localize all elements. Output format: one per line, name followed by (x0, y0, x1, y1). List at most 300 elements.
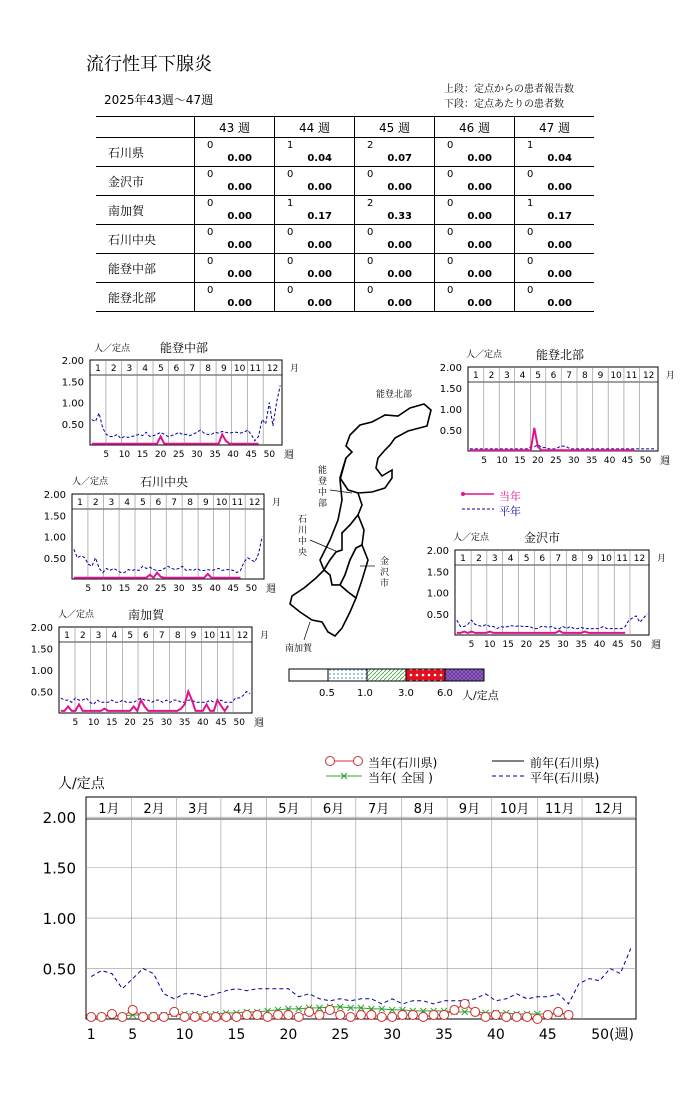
table-header-week: 47 週 (515, 117, 595, 138)
month-tick-label: 6 (142, 631, 149, 641)
x-tick-label: 45 (227, 584, 239, 594)
main-x-tick-label: 20 (279, 1027, 298, 1043)
y-tick-label: 0.50 (30, 687, 53, 699)
series-line-current (74, 573, 241, 578)
series-line-normal (61, 692, 250, 705)
report-count: 0 (527, 285, 534, 296)
month-tick-label: 11 (625, 371, 638, 381)
map-noto-hokubu (340, 404, 431, 493)
report-count: 0 (207, 140, 214, 151)
main-y-tick-label: 1.00 (42, 910, 76, 929)
main-month-label: 5月 (278, 802, 300, 817)
x-tick-label: 40 (603, 456, 616, 466)
x-unit-label: 週 (266, 584, 276, 595)
month-tick-label: 8 (582, 371, 588, 381)
per-sentinel-rate: 0.00 (307, 298, 332, 309)
month-tick-label: 7 (171, 498, 178, 508)
chart-title: 石川中央 (140, 475, 189, 489)
y-tick-label: 1.00 (30, 666, 53, 677)
series-line-current (61, 692, 229, 711)
x-tick-label: 30 (191, 450, 203, 460)
report-count: 1 (527, 198, 534, 209)
y-tick-label: 0.50 (61, 419, 84, 431)
note-upper: 上段：定点からの患者報告数 (444, 84, 574, 95)
x-tick-label: 30 (160, 718, 173, 728)
y-tick-label: 1.00 (439, 405, 462, 416)
main-y-axis-label: 人/定点 (58, 776, 105, 792)
x-tick-label: 40 (197, 718, 209, 728)
current-marker (242, 1010, 251, 1019)
report-count: 1 (287, 198, 294, 209)
map-label-minamikaga: 南加賀 (285, 644, 313, 654)
x-tick-label: 20 (124, 718, 136, 728)
month-tick-label: 2 (476, 554, 482, 564)
month-tick-label: 1 (77, 498, 83, 508)
month-tick-label: 12 (266, 364, 279, 374)
month-tick-label: 11 (231, 498, 244, 508)
month-tick-label: 10 (610, 371, 622, 381)
main-x-tick-label: 15 (227, 1027, 246, 1043)
x-tick-label: 10 (118, 450, 131, 460)
x-tick-label: 15 (118, 584, 131, 594)
legend-main-current-marker (326, 757, 335, 766)
map-label-ishikawa-chuo: 石川中央 (298, 515, 308, 558)
per-sentinel-rate: 0.00 (227, 298, 252, 309)
current-marker (564, 1010, 573, 1019)
main-y-tick-label: 0.50 (42, 960, 76, 979)
current-marker (367, 1010, 376, 1019)
x-tick-label: 25 (538, 640, 551, 650)
month-tick-label: 5 (523, 554, 530, 564)
series-line-current (457, 631, 625, 633)
y-tick-label: 0.50 (426, 609, 449, 621)
x-tick-label: 40 (593, 640, 606, 650)
map-label-kanazawa: 金沢市 (380, 557, 390, 589)
current-marker (336, 1010, 345, 1019)
per-sentinel-rate: 0.00 (547, 269, 572, 280)
month-tick-label: 1 (64, 631, 70, 641)
x-tick-label: 50 (245, 584, 258, 594)
current-marker (128, 1005, 137, 1014)
y-tick-label: 2.00 (426, 546, 449, 557)
current-marker (471, 1007, 480, 1016)
month-tick-label: 6 (173, 364, 180, 374)
x-tick-label: 45 (621, 456, 634, 466)
per-sentinel-rate: 0.00 (467, 240, 492, 251)
x-tick-label: 45 (215, 718, 227, 728)
report-count: 0 (447, 256, 454, 267)
y-tick-label: 2.00 (30, 623, 53, 634)
per-sentinel-rate: 0.07 (387, 153, 412, 164)
report-count: 0 (447, 169, 454, 180)
period-label: 2025年43週〜47週 (104, 93, 214, 107)
month-tick-label: 10 (600, 554, 612, 564)
table-header-week: 44 週 (275, 117, 355, 138)
report-count: 1 (287, 140, 294, 151)
current-marker (87, 1012, 96, 1021)
month-tick-label: 10 (233, 364, 246, 374)
per-sentinel-rate: 0.00 (387, 298, 412, 309)
legend-normal-label: 平年 (499, 505, 521, 518)
current-marker (543, 1010, 552, 1019)
legend-previous: 前年(石川県) (530, 756, 600, 770)
x-unit-label: 週 (651, 640, 661, 651)
main-x-tick-label: 30 (383, 1027, 402, 1043)
x-tick-label: 5 (468, 640, 475, 650)
month-tick-label: 11 (219, 631, 231, 641)
per-sentinel-rate: 0.00 (387, 182, 412, 193)
per-sentinel-rate: 0.04 (307, 153, 332, 164)
scale-swatch (406, 669, 445, 681)
series-line-normal (470, 445, 656, 449)
y-axis-label: 人／定点 (94, 344, 131, 354)
main-month-label: 8月 (413, 802, 435, 817)
current-marker (460, 999, 469, 1008)
x-tick-label: 10 (484, 640, 496, 650)
report-count: 0 (527, 169, 534, 180)
month-tick-label: 6 (155, 498, 162, 508)
y-tick-label: 2.00 (61, 356, 84, 367)
report-count: 0 (367, 169, 374, 180)
x-tick-label: 25 (550, 456, 562, 466)
y-axis-label: 人／定点 (453, 533, 490, 543)
per-sentinel-rate: 0.00 (387, 240, 412, 251)
x-tick-label: 20 (520, 640, 533, 650)
main-month-label: 9月 (458, 802, 481, 817)
current-marker (263, 1012, 272, 1021)
x-tick-label: 10 (496, 456, 508, 466)
chart-title: 能登北部 (536, 348, 585, 362)
current-marker (377, 1012, 386, 1021)
month-tick-label: 1 (473, 371, 479, 381)
x-tick-label: 15 (106, 718, 118, 728)
month-tick-label: 2 (488, 371, 495, 381)
current-marker (170, 1007, 179, 1016)
x-tick-label: 30 (173, 584, 185, 594)
main-x-tick-label: 5 (128, 1027, 138, 1043)
scale-unit: 人/定点 (462, 689, 499, 702)
main-x-tick-label: 40 (486, 1027, 505, 1043)
region-name: 石川中央 (96, 225, 195, 254)
per-sentinel-rate: 0.00 (547, 182, 572, 193)
report-count: 0 (367, 285, 374, 296)
x-tick-label: 50 (263, 450, 276, 460)
month-tick-label: 8 (205, 364, 211, 374)
month-tick-label: 3 (108, 498, 115, 508)
main-month-label: 3月 (187, 802, 210, 817)
main-x-tick-label: 35 (435, 1027, 453, 1043)
main-x-tick-label: 45 (538, 1027, 557, 1043)
y-tick-label: 2.00 (43, 490, 66, 501)
main-y-tick-label: 1.50 (42, 859, 76, 878)
month-tick-label: 9 (587, 554, 594, 564)
month-tick-label: 5 (157, 364, 164, 374)
y-axis-label: 人／定点 (58, 610, 95, 620)
x-tick-label: 35 (191, 584, 203, 594)
month-tick-label: 4 (111, 631, 118, 641)
x-tick-label: 35 (209, 450, 221, 460)
y-tick-label: 1.00 (43, 532, 66, 544)
region-name: 金沢市 (96, 167, 195, 196)
note-lower: 下段：定点あたりの患者数 (444, 99, 564, 110)
month-tick-label: 1 (460, 554, 466, 564)
month-tick-label: 7 (158, 631, 165, 641)
region-name: 能登北部 (96, 283, 195, 312)
month-tick-label: 4 (519, 371, 526, 381)
current-marker (450, 1005, 459, 1014)
month-tick-label: 5 (127, 631, 134, 641)
main-month-label: 6月 (322, 802, 345, 817)
x-tick-label: 25 (142, 718, 154, 728)
main-x-unit-label: 50(週) (591, 1027, 634, 1043)
table-header-week: 45 週 (355, 117, 435, 138)
x-tick-label: 20 (532, 456, 544, 466)
current-marker (491, 1010, 500, 1019)
main-series-normal (91, 948, 631, 1004)
main-month-label: 4月 (233, 802, 255, 817)
month-tick-label: 7 (566, 371, 572, 381)
month-tick-label: 3 (504, 371, 510, 381)
x-unit-label: 週 (660, 456, 670, 467)
per-sentinel-rate: 0.00 (467, 269, 492, 280)
x-tick-label: 35 (178, 718, 191, 728)
series-line-current (470, 428, 635, 450)
legend-main-current-marker (354, 757, 363, 766)
current-marker (325, 1005, 334, 1014)
current-marker (159, 1012, 168, 1021)
report-count: 0 (447, 227, 454, 238)
current-marker (388, 1012, 397, 1021)
series-line-normal (457, 614, 647, 629)
month-unit-label: 月 (666, 371, 676, 381)
main-y-tick-label: 2.00 (42, 809, 76, 828)
current-marker (533, 1015, 542, 1024)
y-tick-label: 1.50 (426, 567, 449, 579)
month-tick-label: 10 (203, 631, 216, 641)
report-count: 0 (527, 227, 534, 238)
report-count: 0 (367, 227, 374, 238)
per-sentinel-rate: 0.00 (227, 153, 252, 164)
y-tick-label: 1.50 (30, 644, 53, 656)
per-sentinel-rate: 0.00 (307, 182, 332, 193)
y-tick-label: 0.50 (439, 426, 462, 437)
per-sentinel-rate: 0.33 (387, 211, 412, 222)
x-tick-label: 5 (72, 718, 79, 728)
report-count: 0 (207, 169, 214, 180)
y-tick-label: 0.50 (43, 553, 66, 565)
month-tick-label: 6 (539, 554, 546, 564)
x-tick-label: 10 (87, 718, 100, 728)
per-sentinel-rate: 0.00 (467, 182, 492, 193)
main-x-tick-label: 25 (331, 1027, 350, 1043)
current-marker (97, 1012, 106, 1021)
current-marker (346, 1012, 355, 1021)
per-sentinel-rate: 0.00 (547, 240, 572, 251)
legend-current-marker (461, 492, 465, 496)
month-unit-label: 月 (260, 631, 270, 641)
x-tick-label: 30 (557, 640, 569, 650)
current-marker (419, 1012, 428, 1021)
month-tick-label: 5 (535, 371, 541, 381)
current-marker (253, 1010, 262, 1019)
month-tick-label: 12 (248, 498, 261, 508)
scale-label: 3.0 (398, 688, 414, 699)
month-tick-label: 2 (92, 498, 99, 508)
current-marker (180, 1012, 189, 1021)
per-sentinel-rate: 0.00 (227, 240, 252, 251)
report-count: 0 (287, 227, 294, 238)
current-marker (149, 1012, 158, 1021)
page-title: 流行性耳下腺炎 (86, 54, 212, 75)
report-count: 0 (207, 285, 214, 296)
month-tick-label: 12 (642, 371, 655, 381)
month-tick-label: 11 (249, 364, 262, 374)
main-month-label: 1月 (98, 802, 120, 817)
scale-swatch (445, 669, 484, 681)
legend-current-label: 当年 (499, 490, 521, 503)
month-tick-label: 4 (142, 364, 148, 374)
legend-normal: 平年(石川県) (530, 771, 600, 785)
month-tick-label: 7 (555, 554, 562, 564)
month-tick-label: 1 (95, 364, 101, 374)
x-tick-label: 35 (575, 640, 588, 650)
x-unit-label: 週 (254, 718, 264, 729)
current-marker (222, 1012, 231, 1021)
y-tick-label: 1.00 (61, 398, 84, 410)
per-sentinel-rate: 0.00 (307, 269, 332, 280)
x-tick-label: 25 (173, 450, 185, 460)
month-tick-label: 3 (95, 631, 102, 641)
report-count: 2 (367, 198, 374, 209)
current-marker (512, 1012, 521, 1021)
per-sentinel-rate: 0.00 (227, 269, 252, 280)
x-tick-label: 5 (85, 584, 92, 594)
current-marker (502, 1012, 511, 1021)
current-marker (284, 1010, 293, 1019)
x-tick-label: 40 (227, 450, 239, 460)
current-marker (440, 1010, 449, 1019)
current-marker (139, 1012, 148, 1021)
month-tick-label: 10 (215, 498, 228, 508)
month-tick-label: 3 (126, 364, 133, 374)
current-marker (357, 1010, 366, 1019)
scale-swatch (367, 669, 406, 681)
report-count: 0 (447, 285, 454, 296)
x-tick-label: 5 (481, 456, 487, 466)
main-plot-frame (86, 797, 636, 1019)
per-sentinel-rate: 0.00 (227, 211, 252, 222)
per-sentinel-rate: 0.00 (547, 298, 572, 309)
x-tick-label: 15 (502, 640, 514, 650)
region-name: 南加賀 (96, 196, 195, 225)
scale-label: 0.5 (319, 688, 335, 699)
x-tick-label: 50 (630, 640, 642, 650)
per-sentinel-rate: 0.00 (387, 269, 412, 280)
main-x-tick-label: 10 (175, 1027, 194, 1043)
x-tick-label: 15 (514, 456, 526, 466)
y-tick-label: 2.00 (439, 363, 462, 374)
x-tick-label: 50 (233, 718, 245, 728)
map-label-noto-hokubu: 能登北部 (376, 390, 413, 400)
map-label-noto-chubu: 能登中部 (318, 466, 328, 509)
x-tick-label: 20 (136, 584, 149, 594)
table-header-week: 46 週 (435, 117, 515, 138)
month-tick-label: 4 (124, 498, 130, 508)
y-tick-label: 1.50 (61, 377, 84, 389)
per-sentinel-rate: 0.00 (467, 153, 492, 164)
report-count: 0 (287, 285, 294, 296)
current-marker (273, 1010, 282, 1019)
scale-label: 1.0 (357, 688, 373, 699)
series-line-normal (92, 386, 280, 441)
month-tick-label: 5 (139, 498, 146, 508)
main-month-label: 7月 (368, 802, 390, 817)
per-sentinel-rate: 0.17 (307, 211, 332, 222)
month-unit-label: 月 (657, 554, 667, 564)
x-tick-label: 15 (136, 450, 149, 460)
y-axis-label: 人／定点 (72, 477, 109, 487)
per-sentinel-rate: 0.04 (547, 153, 572, 164)
report-count: 0 (367, 256, 374, 267)
y-axis-label: 人／定点 (466, 350, 503, 360)
x-tick-label: 10 (100, 584, 113, 594)
report-count: 0 (287, 169, 294, 180)
current-marker (481, 1012, 490, 1021)
x-tick-label: 45 (245, 450, 257, 460)
y-tick-label: 1.50 (43, 511, 66, 523)
per-sentinel-rate: 0.00 (227, 182, 252, 193)
month-tick-label: 2 (79, 631, 86, 641)
leader-minamikaga (304, 622, 310, 640)
current-marker (429, 1010, 438, 1019)
report-count: 0 (447, 140, 454, 151)
month-tick-label: 4 (507, 554, 514, 564)
region-name: 石川県 (96, 138, 195, 167)
x-unit-label: 週 (284, 450, 294, 461)
main-x-tick-label: 1 (86, 1027, 96, 1043)
chart-title: 能登中部 (160, 341, 209, 355)
x-tick-label: 50 (639, 456, 652, 466)
x-tick-label: 30 (568, 456, 580, 466)
table-header-week: 43 週 (195, 117, 275, 138)
x-tick-label: 35 (585, 456, 598, 466)
month-tick-label: 2 (110, 364, 117, 374)
y-tick-label: 1.50 (439, 384, 462, 395)
per-sentinel-rate: 0.00 (467, 298, 492, 309)
current-marker (398, 1010, 407, 1019)
month-tick-label: 7 (189, 364, 196, 374)
current-marker (201, 1012, 210, 1021)
main-month-label: 2月 (143, 802, 165, 817)
scale-swatch (289, 669, 328, 681)
current-marker (315, 1010, 324, 1019)
current-marker (294, 1012, 303, 1021)
legend-current-ishikawa: 当年(石川県) (368, 756, 438, 770)
report-count: 0 (207, 256, 214, 267)
current-marker (232, 1012, 241, 1021)
scale-label: 6.0 (437, 688, 453, 699)
main-month-label: 12月 (594, 802, 624, 817)
main-month-label: 10月 (499, 802, 530, 817)
current-marker (190, 1012, 199, 1021)
month-tick-label: 8 (187, 498, 193, 508)
report-count: 0 (447, 198, 454, 209)
current-marker (408, 1010, 417, 1019)
current-marker (118, 1012, 127, 1021)
current-marker (523, 1012, 532, 1021)
month-tick-label: 8 (174, 631, 181, 641)
report-count: 0 (527, 256, 534, 267)
